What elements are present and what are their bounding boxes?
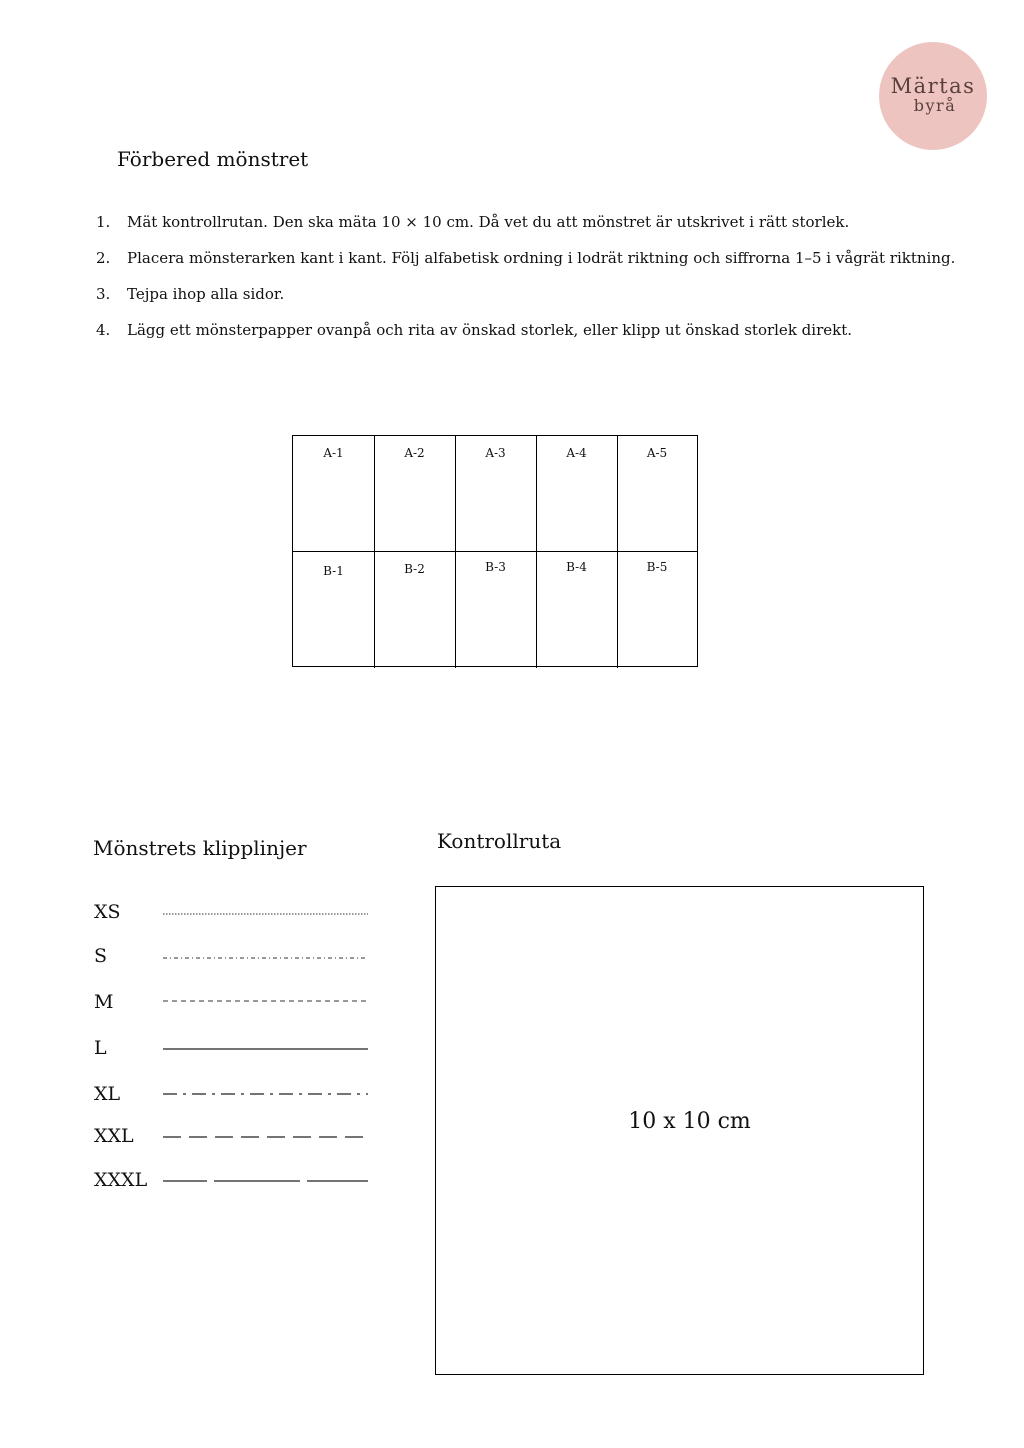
cutline-l xyxy=(163,1047,368,1051)
sheet-cell: A-5 xyxy=(646,446,668,460)
step-text: Tejpa ihop alla sidor. xyxy=(127,285,285,303)
step-number: 2. xyxy=(96,249,111,267)
step-number: 1. xyxy=(96,213,111,231)
sheet-cell: A-1 xyxy=(293,436,375,552)
instruction-step xyxy=(96,248,976,284)
control-square xyxy=(435,886,924,1375)
step-text: Lägg ett mönsterpapper ovanpå och rita av önskad storlek, eller klipp ut önskad storlek direkt. xyxy=(127,321,853,339)
size-label-xs: XS xyxy=(94,901,121,923)
sheet-cell: A-3 xyxy=(455,436,537,552)
sheet-cell: B-2 xyxy=(374,552,456,668)
sheet-cell: A-4 xyxy=(536,436,618,552)
size-label-xl: XL xyxy=(94,1083,121,1105)
sheet-cell: B-4 xyxy=(536,552,618,668)
cutline-s xyxy=(163,956,368,960)
step-text: Placera mönsterarken kant i kant. Följ alfabetisk ordning i lodrät riktning och siffrorna 1–5 i vågrät riktning. xyxy=(127,249,956,267)
logo-line-1: Märtas xyxy=(890,74,976,98)
cutline-xs xyxy=(163,912,368,916)
cut-lines-title: Mönstrets klipplinjer xyxy=(93,836,307,860)
step-number: 3. xyxy=(96,285,111,303)
sheet-cell: B-1 xyxy=(293,552,375,668)
instruction-step xyxy=(96,212,976,248)
sheet-row-a xyxy=(293,436,697,552)
control-square-title: Kontrollruta xyxy=(437,829,562,853)
sheet-cell: B-3 xyxy=(455,552,537,668)
sheet-row-b xyxy=(293,551,697,668)
page-title: Förbered mönstret xyxy=(117,147,309,171)
cutline-xxl xyxy=(163,1135,368,1139)
brand-logo xyxy=(879,42,987,150)
size-label-xxxl: XXXL xyxy=(94,1169,148,1191)
instruction-step xyxy=(96,320,976,356)
size-label-s: S xyxy=(94,945,108,967)
cutline-m xyxy=(163,999,368,1003)
cutline-xl xyxy=(163,1092,368,1096)
step-text: Mät kontrollrutan. Den ska mäta 10 × 10 cm. Då vet du att mönstret är utskrivet i rätt storlek. xyxy=(127,213,850,231)
sheet-layout-grid xyxy=(292,435,698,667)
size-label-l: L xyxy=(94,1037,107,1059)
sheet-cell: B-5 xyxy=(646,560,668,574)
instruction-step xyxy=(96,284,976,320)
logo-line-2: byrå xyxy=(913,96,957,115)
step-number: 4. xyxy=(96,321,111,339)
size-label-xxl: XXL xyxy=(94,1125,134,1147)
size-label-m: M xyxy=(94,991,114,1013)
cutline-xxxl xyxy=(163,1179,368,1183)
instruction-list xyxy=(96,212,976,356)
control-square-dimension: 10 x 10 cm xyxy=(628,1109,751,1134)
sheet-cell: A-2 xyxy=(374,436,456,552)
